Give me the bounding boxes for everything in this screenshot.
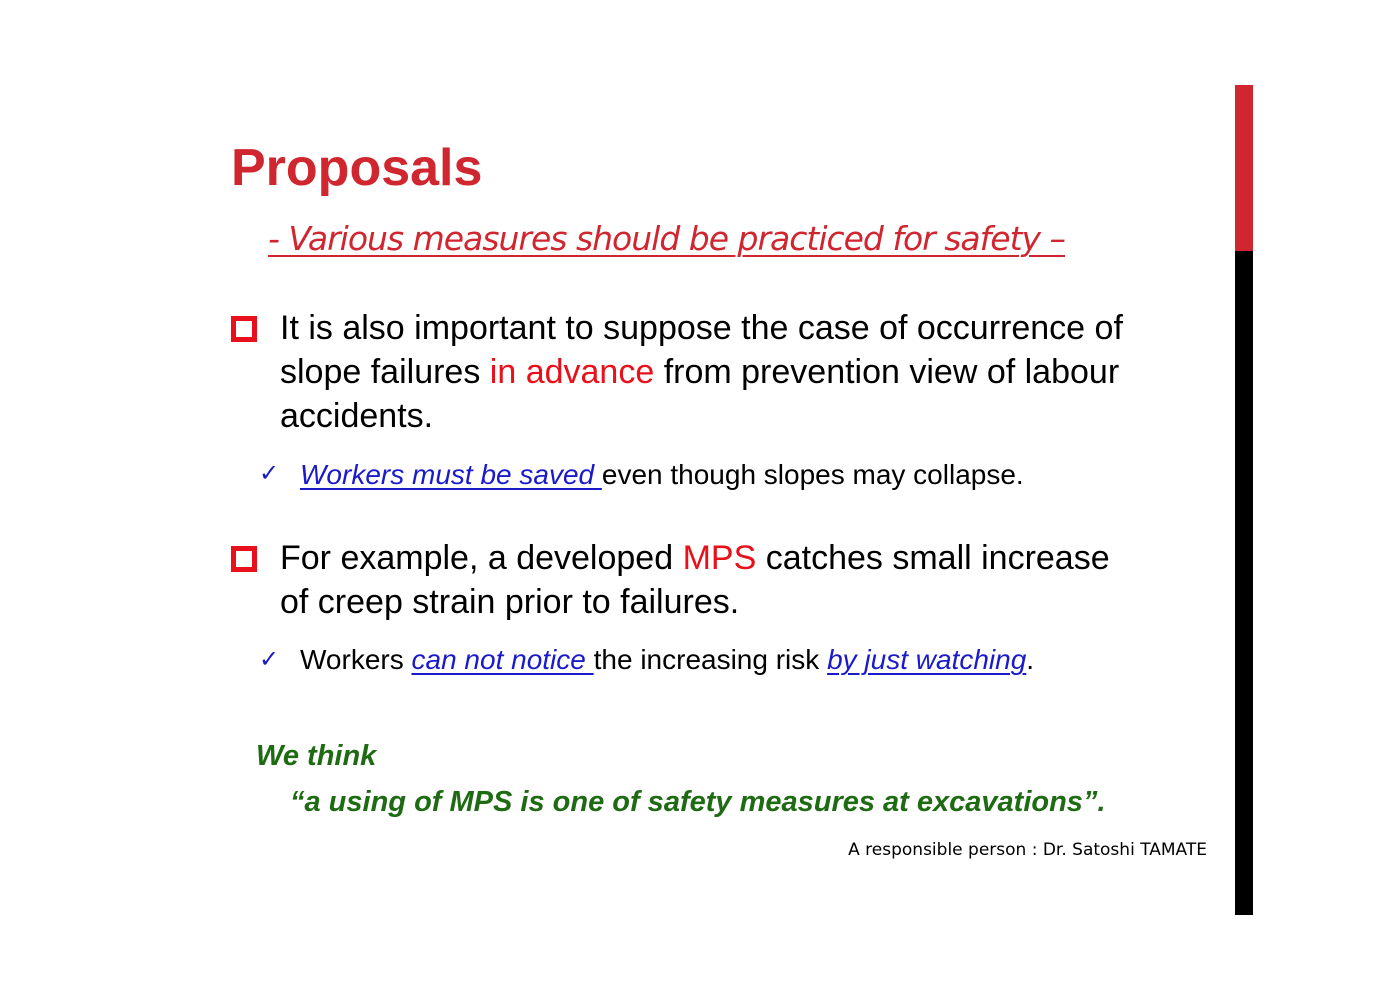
link-workers-must-be-saved[interactable]: Workers must be saved xyxy=(300,459,602,490)
checkmark-icon: ✓ xyxy=(259,645,280,673)
conclusion-line-2: “a using of MPS is one of safety measures at excavations”. xyxy=(290,786,1106,818)
sub-bullet-2: Workers can not notice the increasing risk by just watching. xyxy=(300,644,1035,675)
bullet-1-line-1: It is also important to suppose the case of occurrence of xyxy=(280,309,1123,347)
bullet-2-line-1: For example, a developed MPS catches small increase xyxy=(280,539,1110,577)
bullet-2-line-2: of creep strain prior to failures. xyxy=(280,583,740,621)
bullet-1-line-3: accidents. xyxy=(280,397,434,435)
sub-bullet-1: Workers must be saved even though slopes may collapse. xyxy=(300,459,1024,490)
bullet-square-icon xyxy=(231,546,257,572)
bullet-1-line-2: slope failures in advance from prevention view of labour xyxy=(280,353,1120,391)
link-can-not-notice[interactable]: can not notice xyxy=(411,644,594,675)
bullet-2-text xyxy=(280,536,1110,624)
conclusion-line-1: We think xyxy=(256,740,377,772)
link-by-just-watching[interactable]: by just watching xyxy=(827,644,1027,675)
slide-title: Proposals xyxy=(231,139,483,197)
highlight-mps: MPS xyxy=(682,539,757,577)
bullet-1-text xyxy=(280,306,1123,438)
slide-subtitle: - Various measures should be practiced for safety – xyxy=(268,219,1066,258)
side-bar-black xyxy=(1235,251,1253,915)
responsible-person-footer: A responsible person : Dr. Satoshi TAMATE xyxy=(848,840,1207,860)
checkmark-icon: ✓ xyxy=(259,459,280,487)
highlight-in-advance: in advance xyxy=(489,353,655,391)
bullet-square-icon xyxy=(231,316,257,342)
side-bar-red xyxy=(1235,85,1253,251)
